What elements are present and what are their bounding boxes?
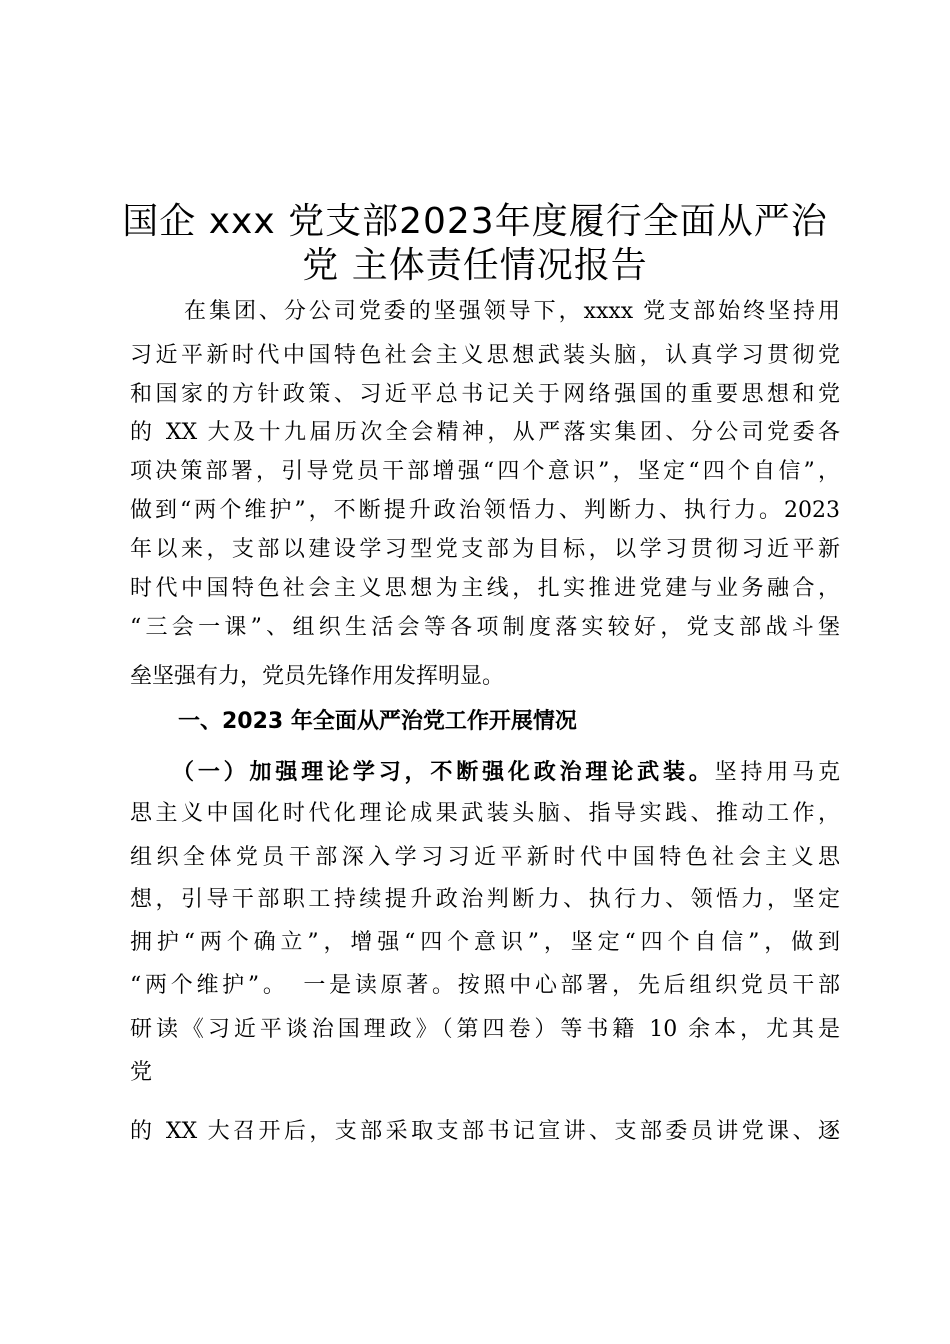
intro-line: 时代中国特色社会主义思想为主线，扎实推进党建与业务融合，	[130, 576, 840, 601]
intro-line: 项决策部署，引导党员干部增强“四个意识”，坚定“四个自信”，	[130, 459, 840, 484]
body-line: 组织全体党员干部深入学习习近平新时代中国特色社会主义思	[130, 845, 840, 870]
body-line: 党	[130, 1060, 153, 1085]
body-line: 拥护“两个确立”，增强“四个意识”，坚定“四个自信”，做到	[130, 930, 840, 955]
subsection-text: 坚持用马克	[714, 760, 840, 785]
intro-line: 的 XX 大及十九届历次全会精神，从严落实集团、分公司党委各	[130, 420, 840, 445]
intro-line: 和国家的方针政策、习近平总书记关于网络强国的重要思想和党	[130, 382, 840, 407]
intro-line: 习近平新时代中国特色社会主义思想武装头脑，认真学习贯彻党	[130, 343, 840, 368]
intro-line: 在集团、分公司党委的坚强领导下，xxxx 党支部始终坚持用	[184, 299, 840, 324]
section-heading: 一、2023 年全面从严治党工作开展情况	[178, 709, 577, 734]
document-title-line-2: 党 主体责任情况报告	[302, 245, 648, 286]
subsection-first-line	[172, 757, 840, 788]
document-title-line-1: 国企 xxx 党支部2023年度履行全面从严治	[122, 201, 828, 242]
continuation-line: 的 XX 大召开后，支部采取支部书记宣讲、支部委员讲党课、逐	[130, 1119, 840, 1144]
intro-line: 垒坚强有力，党员先锋作用发挥明显。	[130, 664, 505, 689]
intro-line: 做到“两个维护”，不断提升政治领悟力、判断力、执行力。2023	[130, 498, 840, 523]
intro-line: 年以来，支部以建设学习型党支部为目标，以学习贯彻习近平新	[130, 537, 840, 562]
subsection-heading: （一）加强理论学习，不断强化政治理论武装。	[172, 759, 715, 785]
body-line: 思主义中国化时代化理论成果武装头脑、指导实践、推动工作，	[130, 801, 840, 826]
body-line: “两个维护”。 一是读原著。按照中心部署，先后组织党员干部	[130, 973, 840, 998]
body-line: 想，引导干部职工持续提升政治判断力、执行力、领悟力，坚定	[130, 887, 840, 912]
body-line: 研读《习近平谈治国理政》（第四卷）等书籍 10 余本，尤其是	[130, 1017, 840, 1042]
intro-line: “三会一课”、组织生活会等各项制度落实较好，党支部战斗堡	[130, 615, 840, 640]
